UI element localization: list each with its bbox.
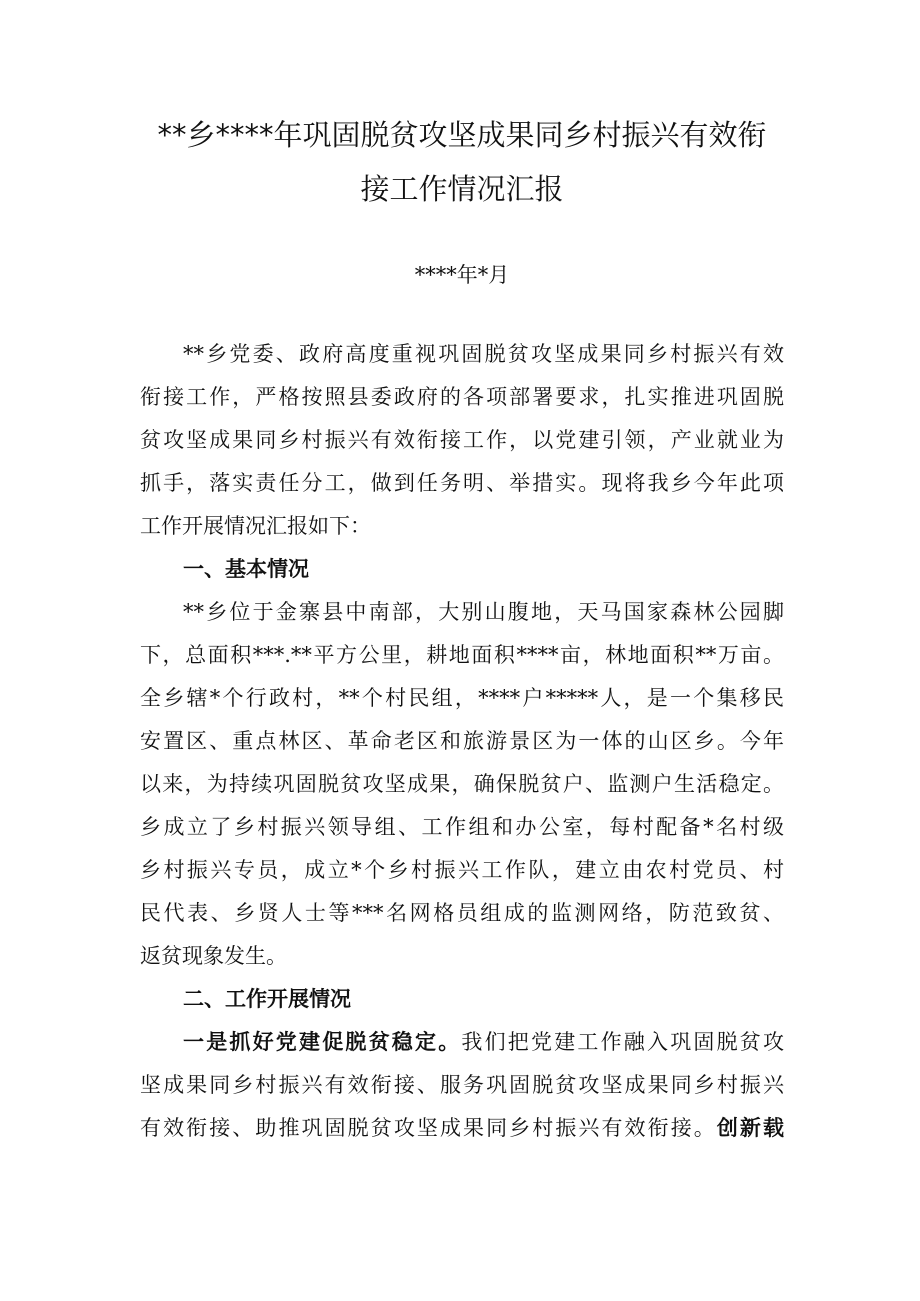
para2-line-8: 民代表、乡贤人士等***名网格员组成的监测网络，防范致贫、 — [140, 901, 784, 925]
para2-line-4: 安置区、重点林区、革命老区和旅游景区为一体的山区乡。今年 — [140, 729, 784, 753]
para2-line-5: 以来，为持续巩固脱贫攻坚成果，确保脱贫户、监测户生活稳定。 — [140, 772, 784, 796]
para2-line-6: 乡成立了乡村振兴领导组、工作组和办公室，每村配备*名村级 — [140, 815, 784, 839]
section-heading-2: 二、工作开展情况 — [183, 987, 351, 1011]
para3-line-3-text: 有效衔接、助推巩固脱贫攻坚成果同乡村振兴有效衔接。 — [140, 1116, 717, 1140]
para3-line-2: 坚成果同乡村振兴有效衔接、服务巩固脱贫攻坚成果同乡村振兴 — [140, 1073, 784, 1097]
para3-line-1 — [183, 1026, 784, 1058]
para2-line-7: 乡村振兴专员，成立*个乡村振兴工作队，建立由农村党员、村 — [140, 858, 784, 882]
para1-line-2: 衔接工作，严格按照县委政府的各项部署要求，扎实推进巩固脱 — [140, 385, 784, 409]
document-date: ****年*月 — [414, 263, 510, 287]
para2-line-9: 返贫现象发生。 — [140, 944, 287, 968]
para2-line-1: **乡位于金寨县中南部，大别山腹地，天马国家森林公园脚 — [183, 600, 784, 624]
para3-tail-bold: 创新载 — [716, 1115, 785, 1140]
para3-lead-bold: 一是抓好党建促脱贫稳定。 — [183, 1029, 462, 1054]
para2-line-3: 全乡辖*个行政村，**个村民组，****户*****人，是一个集移民 — [140, 686, 784, 710]
section-heading-1: 一、基本情况 — [183, 557, 309, 581]
document-title-line-1: **乡****年巩固脱贫攻坚成果同乡村振兴有效衔 — [157, 118, 767, 152]
document-title-line-2: 接工作情况汇报 — [360, 172, 564, 206]
para1-line-1: **乡党委、政府高度重视巩固脱贫攻坚成果同乡村振兴有效 — [183, 342, 784, 366]
para2-line-2: 下，总面积***.**平方公里，耕地面积****亩，林地面积**万亩。 — [140, 643, 784, 667]
para3-line-3 — [140, 1112, 784, 1144]
para1-line-5: 工作开展情况汇报如下： — [140, 514, 371, 538]
para1-line-3: 贫攻坚成果同乡村振兴有效衔接工作，以党建引领，产业就业为 — [140, 428, 784, 452]
para1-line-4: 抓手，落实责任分工，做到任务明、举措实。现将我乡今年此项 — [140, 471, 784, 495]
para3-lead-rest: 我们把党建工作融入巩固脱贫攻 — [461, 1030, 785, 1054]
